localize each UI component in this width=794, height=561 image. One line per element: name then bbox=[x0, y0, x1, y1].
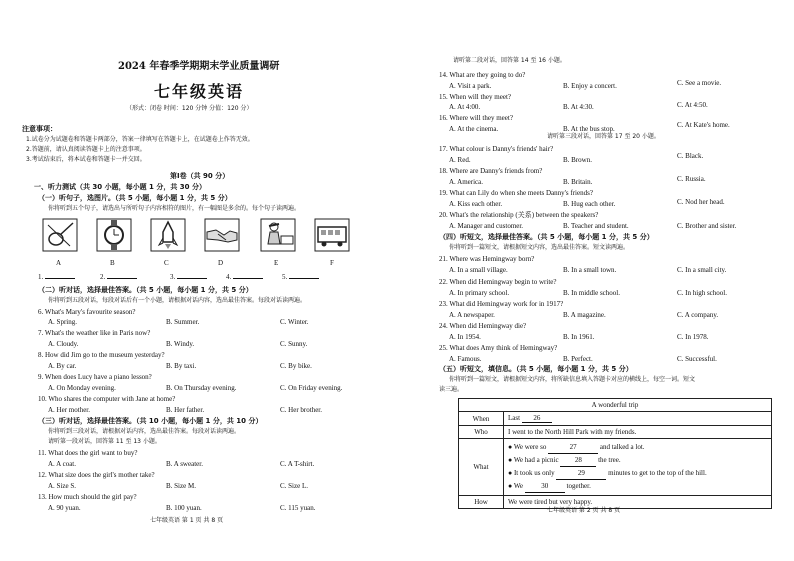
section-desc: 请听第一段对话，回答第 11 至 13 小题。 bbox=[48, 438, 161, 445]
row-label: When bbox=[459, 412, 504, 426]
section-desc: 你将听到五个句子，请选出与所听句子内容相符的图片，有一幅图是多余的。每个句子读两遍。 bbox=[48, 205, 301, 212]
option: C. Winter. bbox=[280, 318, 309, 326]
section-desc: 你将听到一篇短文，请根据短文内容，将所缺信息填入答题卡对应的横线上，每空一词。短文 bbox=[449, 376, 696, 383]
row-label: Who bbox=[459, 426, 504, 439]
answer-blank: 2. bbox=[100, 274, 139, 281]
cell-text: Last bbox=[508, 414, 521, 422]
violin-icon bbox=[42, 218, 78, 252]
option: B. Brown. bbox=[563, 156, 592, 164]
option: C. A T-shirt. bbox=[280, 460, 315, 468]
question: 10. Who shares the computer with Jane at home? bbox=[38, 395, 176, 403]
answer-blank: 3. bbox=[170, 274, 209, 281]
option: A. A coat. bbox=[48, 460, 76, 468]
table-row bbox=[459, 426, 772, 439]
option: C. In a small city. bbox=[677, 266, 727, 274]
table-title: A wonderful trip bbox=[459, 399, 772, 412]
section-desc: 你将听到一篇短文，请根据短文内容，选出最佳答案。短文读两遍。 bbox=[449, 244, 630, 251]
option: A. A newspaper. bbox=[449, 311, 495, 319]
option: B. Size M. bbox=[166, 482, 196, 490]
cell-text: We were tired but very happy. bbox=[504, 496, 772, 509]
section-desc: 你将听到三段对话，请根据对话内容，选出最佳答案。每段对话读两遍。 bbox=[48, 428, 241, 435]
option: A. In a small village. bbox=[449, 266, 508, 274]
watch-icon bbox=[96, 218, 132, 252]
page-footer: 七年级英语 第 2 页 共 8 页 bbox=[547, 507, 621, 514]
question: 13. How much should the girl pay? bbox=[38, 493, 137, 501]
question: 23. What did Hemingway work for in 1917? bbox=[439, 300, 564, 308]
option: C. Black. bbox=[677, 152, 704, 160]
option: C. Russia. bbox=[677, 175, 706, 183]
exam-subject: 七年级英语 bbox=[154, 82, 245, 101]
list-item: ● It took us only 29 minutes to get to the top of the hill. bbox=[508, 467, 767, 480]
blank-28: 28 bbox=[560, 454, 596, 467]
blank-27: 27 bbox=[548, 441, 598, 454]
pic-letter: B bbox=[110, 259, 115, 267]
list-item: ● We had a picnic 28 the tree. bbox=[508, 454, 767, 467]
option: B. At the bus stop. bbox=[563, 125, 615, 133]
question: 7. What's the weather like in Paris now? bbox=[38, 329, 151, 337]
pic-letter: D bbox=[218, 259, 224, 267]
section-heading: （三）听对话，选择最佳答案。（共 10 小题，每小题 1 分，共 10 分） bbox=[38, 417, 263, 425]
option: A. 90 yuan. bbox=[48, 504, 81, 512]
option: B. Summer. bbox=[166, 318, 200, 326]
option: A. In 1954. bbox=[449, 333, 481, 341]
pic-letter: F bbox=[330, 259, 334, 267]
option: B. Enjoy a concert. bbox=[563, 82, 617, 90]
section-desc: 请听第二段对话，回答第 14 至 16 小题。 bbox=[453, 57, 566, 64]
option: C. At 4:50. bbox=[677, 101, 708, 109]
option: A. In primary school. bbox=[449, 289, 510, 297]
listening-heading: 一、听力测试（共 30 小题，每小题 1 分，共 30 分） bbox=[34, 183, 206, 191]
question: 17. What colour is Danny's friends' hair? bbox=[439, 145, 554, 153]
section-heading: （四）听短文，选择最佳答案。（共 5 小题，每小题 1 分，共 5 分） bbox=[439, 233, 654, 241]
option: A. Visit a park. bbox=[449, 82, 492, 90]
note-item: 1.试卷分为试题卷和答题卡两部分，答案一律填写在答题卡上，在试题卷上作答无效。 bbox=[26, 136, 254, 143]
option: A. Famous. bbox=[449, 355, 482, 363]
option: C. At Kate's home. bbox=[677, 121, 730, 129]
page-footer: 七年级英语 第 1 页 共 8 页 bbox=[150, 517, 224, 524]
bus-icon bbox=[314, 218, 350, 252]
option: C. By bike. bbox=[280, 362, 312, 370]
option: B. Her father. bbox=[166, 406, 205, 414]
option: C. Successful. bbox=[677, 355, 717, 363]
rocket-icon bbox=[150, 218, 186, 252]
question: 21. Where was Hemingway born? bbox=[439, 255, 535, 263]
handshake-icon bbox=[204, 218, 240, 252]
option: A. At 4:00. bbox=[449, 103, 481, 111]
option: B. At 4:30. bbox=[563, 103, 594, 111]
option: A. Spring. bbox=[48, 318, 77, 326]
table-row bbox=[459, 412, 772, 426]
option: C. 115 yuan. bbox=[280, 504, 316, 512]
blank-26: 26 bbox=[522, 414, 552, 423]
section-heading: （一）听句子，选图片。（共 5 小题，每小题 1 分，共 5 分） bbox=[38, 194, 232, 202]
pic-letter: E bbox=[274, 259, 279, 267]
option: A. On Monday evening. bbox=[48, 384, 116, 392]
answer-blank: 4. bbox=[226, 274, 265, 281]
option: B. Teacher and student. bbox=[563, 222, 629, 230]
question: 14. What are they going to do? bbox=[439, 71, 526, 79]
option: C. See a movie. bbox=[677, 79, 722, 87]
exam-title: 2024 年春季学期期末学业质量调研 bbox=[118, 61, 280, 72]
section-heading: （五）听短文，填信息。（共 5 小题，每小题 1 分，共 5 分） bbox=[439, 365, 633, 373]
question: 22. When did Hemingway begin to write? bbox=[439, 278, 557, 286]
question: 19. What can Lily do when she meets Danny's friends? bbox=[439, 189, 593, 197]
option: A. Red. bbox=[449, 156, 471, 164]
option: A. Cloudy. bbox=[48, 340, 79, 348]
question: 25. What does Amy think of Hemingway? bbox=[439, 344, 558, 352]
option: C. Brother and sister. bbox=[677, 222, 737, 230]
option: B. In middle school. bbox=[563, 289, 620, 297]
section-heading: （二）听对话，选择最佳答案。（共 5 小题，每小题 1 分，共 5 分） bbox=[38, 286, 253, 294]
option: A. Manager and customer. bbox=[449, 222, 524, 230]
blank-29: 29 bbox=[556, 467, 606, 480]
option: B. Britain. bbox=[563, 178, 593, 186]
section-desc: 你将听到五段对话，每段对话后有一个小题，请根据对话内容，选出最佳答案。每段对话读两遍。 bbox=[48, 297, 307, 304]
trip-table bbox=[458, 398, 772, 509]
option: B. A sweater. bbox=[166, 460, 203, 468]
option: B. By taxi. bbox=[166, 362, 197, 370]
worker-icon bbox=[260, 218, 296, 252]
option: A. By car. bbox=[48, 362, 77, 370]
exam-format: （形式：闭卷 时间：120 分钟 分值：120 分） bbox=[126, 105, 253, 112]
option: B. A magazine. bbox=[563, 311, 606, 319]
question: 16. Where will they meet? bbox=[439, 114, 513, 122]
blank-30: 30 bbox=[525, 480, 565, 493]
option: B. On Thursday evening. bbox=[166, 384, 237, 392]
notes-heading: 注意事项： bbox=[22, 125, 57, 133]
question: 20. What's the relationship (关系) between the speakers? bbox=[439, 211, 599, 219]
row-label: What bbox=[459, 439, 504, 496]
question: 15. When will they meet? bbox=[439, 93, 511, 101]
question: 8. How did Jim go to the museum yesterday? bbox=[38, 351, 165, 359]
question: 9. When does Lucy have a piano lesson? bbox=[38, 373, 152, 381]
option: C. In 1978. bbox=[677, 333, 709, 341]
option: C. A company. bbox=[677, 311, 719, 319]
part1-heading: 第Ⅰ卷（共 90 分） bbox=[170, 172, 230, 180]
option: B. In 1961. bbox=[563, 333, 595, 341]
question: 12. What size does the girl's mother take? bbox=[38, 471, 155, 479]
option: C. Her brother. bbox=[280, 406, 322, 414]
option: B. Perfect. bbox=[563, 355, 593, 363]
question: 11. What does the girl want to buy? bbox=[38, 449, 138, 457]
option: A. Kiss each other. bbox=[449, 200, 503, 208]
question: 24. When did Hemingway die? bbox=[439, 322, 527, 330]
exam-page-2 bbox=[397, 0, 794, 561]
list-item: ● We were so 27 and talked a lot. bbox=[508, 441, 767, 454]
option: C. Size L. bbox=[280, 482, 308, 490]
option: B. 100 yuan. bbox=[166, 504, 202, 512]
option: B. Hug each other. bbox=[563, 200, 616, 208]
option: C. Sunny. bbox=[280, 340, 308, 348]
option: A. America. bbox=[449, 178, 484, 186]
option: A. Size S. bbox=[48, 482, 76, 490]
note-item: 2.答题前，请认真阅读答题卡上的注意事项。 bbox=[26, 146, 146, 153]
pic-letter: A bbox=[56, 259, 62, 267]
option: B. Windy. bbox=[166, 340, 195, 348]
row-label: How bbox=[459, 496, 504, 509]
question: 18. Where are Danny's friends from? bbox=[439, 167, 543, 175]
section-desc: 请听第三段对话，回答第 17 至 20 小题。 bbox=[547, 133, 660, 140]
list-item: ● We 30 together. bbox=[508, 480, 767, 493]
answer-blank: 5. bbox=[282, 274, 321, 281]
option: C. Nod her head. bbox=[677, 198, 725, 206]
option: C. In high school. bbox=[677, 289, 727, 297]
option: B. In a small town. bbox=[563, 266, 617, 274]
option: C. On Friday evening. bbox=[280, 384, 343, 392]
pic-letter: C bbox=[164, 259, 169, 267]
question: 6. What's Mary's favourite season? bbox=[38, 308, 136, 316]
table-row bbox=[459, 439, 772, 496]
cell-text: I went to the North Hill Park with my friends. bbox=[504, 426, 772, 439]
note-item: 3.考试结束后，将本试卷和答题卡一并交回。 bbox=[26, 156, 146, 163]
option: A. At the cinema. bbox=[449, 125, 499, 133]
answer-blank: 1. bbox=[38, 274, 77, 281]
section-desc: 读三遍。 bbox=[439, 386, 464, 393]
option: A. Her mother. bbox=[48, 406, 90, 414]
